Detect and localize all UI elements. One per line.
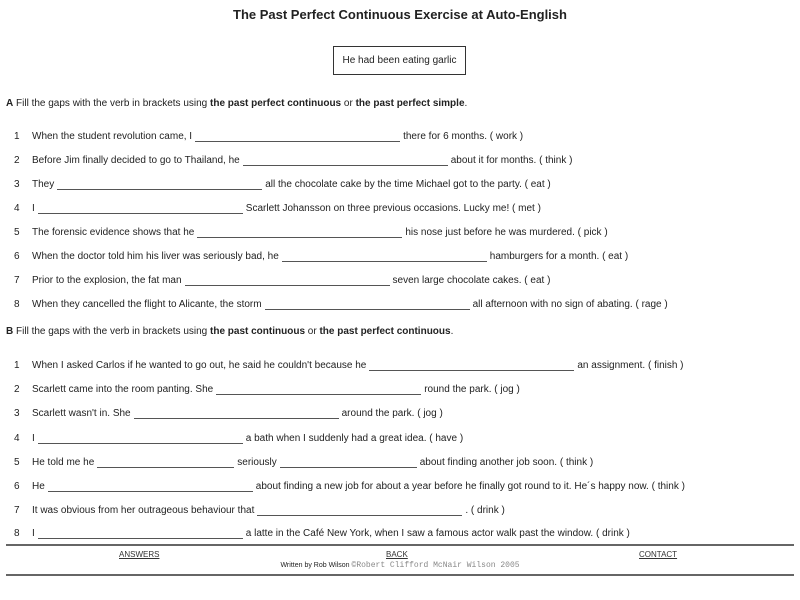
divider <box>6 574 794 576</box>
item-text: about it for months. ( think ) <box>450 155 573 166</box>
item-text: seven large chocolate cakes. ( eat ) <box>392 275 551 286</box>
divider <box>6 544 794 546</box>
back-link[interactable]: BACK <box>386 550 408 559</box>
item-text: his nose just before he was murdered. ( pick ) <box>405 227 608 238</box>
item-number: 7 <box>14 505 20 516</box>
answer-blank[interactable] <box>195 131 400 142</box>
instr-bold: the past continuous <box>210 326 305 337</box>
exercise-item <box>0 176 551 190</box>
item-number: 1 <box>14 360 20 371</box>
instr-bold: the past perfect continuous <box>210 98 342 109</box>
item-number: 4 <box>14 433 20 444</box>
section-letter: B <box>6 326 14 337</box>
item-text: . ( drink ) <box>465 505 505 516</box>
item-text: I <box>32 433 35 444</box>
item-text: seriously <box>237 457 277 468</box>
item-text: all the chocolate cake by the time Michael got to the party. ( eat ) <box>265 179 551 190</box>
exercise-item <box>0 405 443 419</box>
exercise-item <box>0 381 520 395</box>
item-number: 7 <box>14 275 20 286</box>
item-text: Prior to the explosion, the fat man <box>32 275 182 286</box>
item-text: about finding another job soon. ( think ) <box>419 457 594 468</box>
item-text: He <box>32 481 45 492</box>
item-number: 8 <box>14 528 20 539</box>
item-text: When I asked Carlos if he wanted to go out, he said he couldn't because he <box>32 360 367 371</box>
item-number: 5 <box>14 227 20 238</box>
item-text: Scarlett Johansson on three previous occasions. Lucky me! ( met ) <box>245 203 541 214</box>
answer-blank[interactable] <box>97 457 234 468</box>
credit-line <box>0 561 800 570</box>
instr-bold: the past perfect continuous <box>319 326 451 337</box>
answer-blank[interactable] <box>185 275 390 286</box>
exercise-item <box>0 272 550 286</box>
answer-blank[interactable] <box>282 251 487 262</box>
section-b-instructions <box>6 326 453 337</box>
item-number: 3 <box>14 179 20 190</box>
answer-blank[interactable] <box>243 155 448 166</box>
section-a-instructions <box>6 98 467 109</box>
item-text: a latte in the Café New York, when I saw a famous actor walk past the window. ( drink ) <box>245 528 630 539</box>
item-text: He told me he <box>32 457 95 468</box>
item-text: Scarlett came into the room panting. She <box>32 384 214 395</box>
exercise-item <box>0 502 505 516</box>
item-text: about finding a new job for about a year before he finally got round to it. He´s happy now. ( think ) <box>255 481 685 492</box>
item-text: I <box>32 528 35 539</box>
answer-blank[interactable] <box>369 360 574 371</box>
item-number: 2 <box>14 384 20 395</box>
answer-blank[interactable] <box>38 203 243 214</box>
item-number: 3 <box>14 408 20 419</box>
item-text: hamburgers for a month. ( eat ) <box>489 251 629 262</box>
instr-text: or <box>341 98 356 109</box>
item-text: When they cancelled the flight to Alicante, the storm <box>32 299 262 310</box>
exercise-item <box>0 454 593 468</box>
exercise-item <box>0 152 572 166</box>
item-text: round the park. ( jog ) <box>424 384 520 395</box>
item-text: They <box>32 179 55 190</box>
answer-blank[interactable] <box>216 384 421 395</box>
item-text: When the doctor told him his liver was seriously bad, he <box>32 251 279 262</box>
contact-link[interactable]: CONTACT <box>639 550 678 559</box>
exercise-item <box>0 296 668 310</box>
item-number: 6 <box>14 251 20 262</box>
item-text: The forensic evidence shows that he <box>32 227 195 238</box>
page-title: The Past Perfect Continuous Exercise at Auto-English <box>233 7 567 22</box>
item-text: a bath when I suddenly had a great idea. ( have ) <box>245 433 464 444</box>
answer-blank[interactable] <box>280 457 417 468</box>
exercise-item <box>0 525 630 539</box>
exercise-item <box>0 430 463 444</box>
exercise-item <box>0 478 685 492</box>
answer-blank[interactable] <box>257 505 462 516</box>
exercise-item <box>0 200 541 214</box>
answer-blank[interactable] <box>57 179 262 190</box>
item-text: an assignment. ( finish ) <box>577 360 684 371</box>
item-text: It was obvious from her outrageous behaviour that <box>32 505 255 516</box>
answer-blank[interactable] <box>197 227 402 238</box>
answer-blank[interactable] <box>38 528 243 539</box>
answers-link[interactable]: ANSWERS <box>119 550 160 559</box>
item-text: around the park. ( jog ) <box>341 408 443 419</box>
exercise-item <box>0 248 628 262</box>
instr-text: . <box>464 98 468 109</box>
item-number: 5 <box>14 457 20 468</box>
instr-text: Fill the gaps with the verb in brackets using <box>13 98 210 109</box>
exercise-item <box>0 357 684 371</box>
instr-text: or <box>305 326 320 337</box>
instr-bold: the past perfect simple <box>355 98 465 109</box>
item-number: 2 <box>14 155 20 166</box>
item-text: Scarlett wasn't in. She <box>32 408 131 419</box>
item-text: all afternoon with no sign of abating. ( rage ) <box>472 299 668 310</box>
item-text: I <box>32 203 35 214</box>
answer-blank[interactable] <box>265 299 470 310</box>
answer-blank[interactable] <box>38 433 243 444</box>
item-number: 6 <box>14 481 20 492</box>
item-text: When the student revolution came, I <box>32 131 193 142</box>
section-letter: A <box>6 98 14 109</box>
item-number: 4 <box>14 203 20 214</box>
answer-blank[interactable] <box>134 408 339 419</box>
copyright-text: ©Robert Clifford McNair Wilson 2005 <box>351 561 520 570</box>
exercise-item <box>0 224 608 238</box>
example-box: He had been eating garlic <box>333 46 466 75</box>
item-text: there for 6 months. ( work ) <box>403 131 524 142</box>
instr-text: Fill the gaps with the verb in brackets using <box>13 326 210 337</box>
instr-text: . <box>450 326 454 337</box>
exercise-item <box>0 128 523 142</box>
item-text: Before Jim finally decided to go to Thailand, he <box>32 155 240 166</box>
item-number: 1 <box>14 131 20 142</box>
author-text: Written by Rob Wilson <box>280 562 352 569</box>
answer-blank[interactable] <box>48 481 253 492</box>
item-number: 8 <box>14 299 20 310</box>
